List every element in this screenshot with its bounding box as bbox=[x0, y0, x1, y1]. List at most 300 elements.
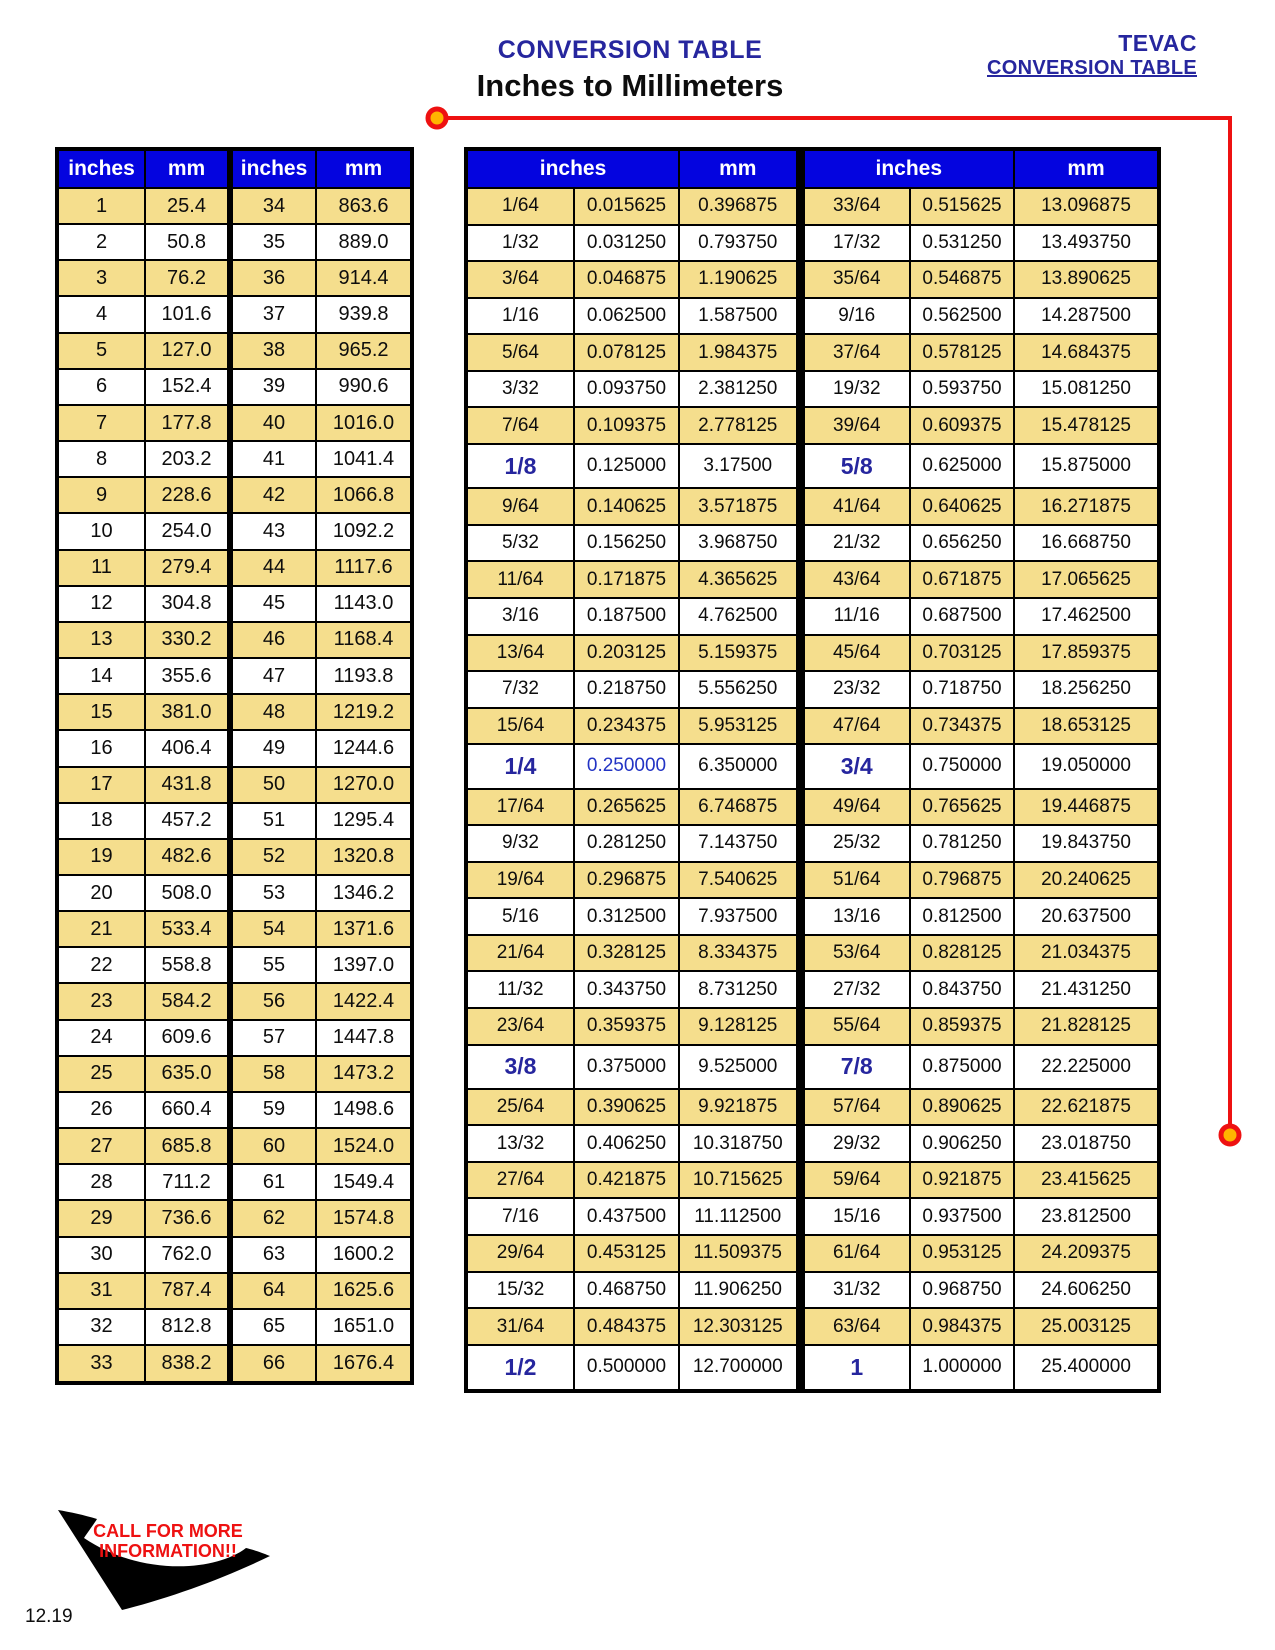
table-row bbox=[57, 441, 412, 477]
mm-value: 13.096875 bbox=[1014, 188, 1159, 225]
inches-value: 13 bbox=[57, 622, 145, 658]
inches-value: 26 bbox=[57, 1092, 145, 1128]
mm-value: 1219.2 bbox=[316, 694, 412, 730]
fraction-value: 1 bbox=[800, 1345, 910, 1391]
mm-value: 101.6 bbox=[145, 296, 230, 332]
fraction-value: 9/64 bbox=[466, 488, 574, 525]
mm-value: 736.6 bbox=[145, 1200, 230, 1236]
fraction-value: 51/64 bbox=[800, 862, 910, 899]
fraction-inches-table bbox=[464, 147, 1161, 1393]
fraction-value: 3/8 bbox=[466, 1045, 574, 1089]
mm-value: 304.8 bbox=[145, 586, 230, 622]
fraction-value: 11/32 bbox=[466, 971, 574, 1008]
mm-value: 1473.2 bbox=[316, 1056, 412, 1092]
mm-value: 152.4 bbox=[145, 369, 230, 405]
table-row bbox=[57, 730, 412, 766]
table-row bbox=[57, 188, 412, 224]
inches-value: 3 bbox=[57, 260, 145, 296]
inches-value: 29 bbox=[57, 1200, 145, 1236]
mm-value: 1676.4 bbox=[316, 1345, 412, 1383]
decimal-inches-value: 0.015625 bbox=[574, 188, 679, 225]
mm-value: 1295.4 bbox=[316, 803, 412, 839]
decimal-inches-value: 0.453125 bbox=[574, 1235, 679, 1272]
inches-value: 57 bbox=[230, 1020, 316, 1056]
mm-value: 76.2 bbox=[145, 260, 230, 296]
inches-value: 25 bbox=[57, 1056, 145, 1092]
mm-value: 1193.8 bbox=[316, 658, 412, 694]
fraction-value: 9/16 bbox=[800, 298, 910, 335]
inches-value: 31 bbox=[57, 1273, 145, 1309]
decimal-inches-value: 0.390625 bbox=[574, 1089, 679, 1126]
table-row bbox=[57, 911, 412, 947]
mm-value: 1346.2 bbox=[316, 875, 412, 911]
table-row bbox=[466, 334, 1159, 371]
decimal-inches-value: 0.796875 bbox=[910, 862, 1014, 899]
fraction-value: 1/2 bbox=[466, 1345, 574, 1391]
decimal-inches-value: 0.640625 bbox=[910, 488, 1014, 525]
inches-value: 18 bbox=[57, 803, 145, 839]
table-row bbox=[466, 561, 1159, 598]
mm-value: 939.8 bbox=[316, 296, 412, 332]
mm-value: 254.0 bbox=[145, 513, 230, 549]
brand-name: TEVAC bbox=[1118, 30, 1197, 56]
inches-value: 28 bbox=[57, 1164, 145, 1200]
inches-value: 63 bbox=[230, 1237, 316, 1273]
fraction-value: 15/64 bbox=[466, 708, 574, 745]
mm-value: 22.621875 bbox=[1014, 1089, 1159, 1126]
decimal-inches-value: 0.156250 bbox=[574, 525, 679, 562]
mm-value: 1498.6 bbox=[316, 1092, 412, 1128]
fraction-value: 29/64 bbox=[466, 1235, 574, 1272]
mm-value: 990.6 bbox=[316, 369, 412, 405]
fraction-value: 15/32 bbox=[466, 1272, 574, 1309]
table-row bbox=[466, 862, 1159, 899]
mm-value: 15.081250 bbox=[1014, 371, 1159, 408]
fraction-value: 33/64 bbox=[800, 188, 910, 225]
fraction-value: 27/32 bbox=[800, 971, 910, 1008]
table-row bbox=[466, 407, 1159, 444]
inches-value: 62 bbox=[230, 1200, 316, 1236]
decimal-inches-value: 0.578125 bbox=[910, 334, 1014, 371]
table-row bbox=[57, 1345, 412, 1383]
mm-value: 11.509375 bbox=[679, 1235, 800, 1272]
table-row bbox=[466, 1008, 1159, 1045]
fraction-table-header bbox=[466, 149, 1159, 188]
whole-table-header bbox=[57, 149, 412, 188]
table-row bbox=[57, 803, 412, 839]
inches-value: 61 bbox=[230, 1164, 316, 1200]
fraction-value: 25/64 bbox=[466, 1089, 574, 1126]
mm-value: 838.2 bbox=[145, 1345, 230, 1383]
column-header-mm: mm bbox=[679, 149, 800, 188]
page-subtitle: Inches to Millimeters bbox=[476, 68, 784, 103]
decimal-inches-value: 0.140625 bbox=[574, 488, 679, 525]
mm-value: 18.256250 bbox=[1014, 671, 1159, 708]
table-row bbox=[466, 898, 1159, 935]
inches-value: 33 bbox=[57, 1345, 145, 1383]
mm-value: 711.2 bbox=[145, 1164, 230, 1200]
table-row bbox=[466, 1045, 1159, 1089]
table-row bbox=[466, 1125, 1159, 1162]
mm-value: 660.4 bbox=[145, 1092, 230, 1128]
mm-value: 14.684375 bbox=[1014, 334, 1159, 371]
mm-value: 381.0 bbox=[145, 694, 230, 730]
column-header-mm: mm bbox=[316, 149, 412, 188]
fraction-value: 3/32 bbox=[466, 371, 574, 408]
mm-value: 558.8 bbox=[145, 947, 230, 983]
mm-value: 22.225000 bbox=[1014, 1045, 1159, 1089]
mm-value: 1600.2 bbox=[316, 1237, 412, 1273]
decimal-inches-value: 0.062500 bbox=[574, 298, 679, 335]
decimal-inches-value: 0.562500 bbox=[910, 298, 1014, 335]
table-row bbox=[57, 477, 412, 513]
mm-value: 1168.4 bbox=[316, 622, 412, 658]
decimal-inches-value: 1.000000 bbox=[910, 1345, 1014, 1391]
column-header-inches: inches bbox=[230, 149, 316, 188]
table-row bbox=[466, 1198, 1159, 1235]
decimal-inches-value: 0.906250 bbox=[910, 1125, 1014, 1162]
decimal-inches-value: 0.125000 bbox=[574, 444, 679, 488]
mm-value: 1320.8 bbox=[316, 839, 412, 875]
fraction-value: 7/8 bbox=[800, 1045, 910, 1089]
table-row bbox=[57, 513, 412, 549]
decimal-inches-value: 0.703125 bbox=[910, 635, 1014, 672]
mm-value: 482.6 bbox=[145, 839, 230, 875]
decimal-inches-value: 0.078125 bbox=[574, 334, 679, 371]
mm-value: 1.984375 bbox=[679, 334, 800, 371]
fraction-value: 3/64 bbox=[466, 261, 574, 298]
mm-value: 12.303125 bbox=[679, 1308, 800, 1345]
mm-value: 9.128125 bbox=[679, 1008, 800, 1045]
inches-value: 47 bbox=[230, 658, 316, 694]
mm-value: 1651.0 bbox=[316, 1309, 412, 1345]
mm-value: 18.653125 bbox=[1014, 708, 1159, 745]
call-note bbox=[88, 1521, 248, 1562]
mm-value: 5.159375 bbox=[679, 635, 800, 672]
decimal-inches-value: 0.937500 bbox=[910, 1198, 1014, 1235]
inches-value: 52 bbox=[230, 839, 316, 875]
column-header-mm: mm bbox=[145, 149, 230, 188]
connector-start-dot-icon bbox=[428, 109, 446, 127]
fraction-value: 49/64 bbox=[800, 789, 910, 826]
mm-value: 355.6 bbox=[145, 658, 230, 694]
fraction-value: 29/32 bbox=[800, 1125, 910, 1162]
inches-value: 42 bbox=[230, 477, 316, 513]
mm-value: 533.4 bbox=[145, 911, 230, 947]
fraction-value: 13/32 bbox=[466, 1125, 574, 1162]
table-row bbox=[57, 1128, 412, 1164]
decimal-inches-value: 0.093750 bbox=[574, 371, 679, 408]
fraction-value: 21/32 bbox=[800, 525, 910, 562]
fraction-value: 31/64 bbox=[466, 1308, 574, 1345]
table-row bbox=[466, 1345, 1159, 1391]
decimal-inches-value: 0.218750 bbox=[574, 671, 679, 708]
mm-value: 965.2 bbox=[316, 333, 412, 369]
mm-value: 7.937500 bbox=[679, 898, 800, 935]
table-row bbox=[466, 1235, 1159, 1272]
inches-value: 9 bbox=[57, 477, 145, 513]
decimal-inches-value: 0.250000 bbox=[574, 744, 679, 788]
mm-value: 17.462500 bbox=[1014, 598, 1159, 635]
mm-value: 16.271875 bbox=[1014, 488, 1159, 525]
table-row bbox=[466, 371, 1159, 408]
mm-value: 5.556250 bbox=[679, 671, 800, 708]
decimal-inches-value: 0.765625 bbox=[910, 789, 1014, 826]
mm-value: 13.493750 bbox=[1014, 225, 1159, 262]
mm-value: 24.209375 bbox=[1014, 1235, 1159, 1272]
swoosh-arrow-icon bbox=[40, 1495, 300, 1630]
table-row bbox=[466, 225, 1159, 262]
table-row bbox=[57, 405, 412, 441]
fraction-value: 57/64 bbox=[800, 1089, 910, 1126]
inches-value: 54 bbox=[230, 911, 316, 947]
mm-value: 609.6 bbox=[145, 1020, 230, 1056]
table-row bbox=[57, 983, 412, 1019]
mm-value: 1066.8 bbox=[316, 477, 412, 513]
mm-value: 279.4 bbox=[145, 550, 230, 586]
inches-value: 16 bbox=[57, 730, 145, 766]
mm-value: 7.143750 bbox=[679, 825, 800, 862]
mm-value: 11.906250 bbox=[679, 1272, 800, 1309]
fraction-value: 13/64 bbox=[466, 635, 574, 672]
fraction-value: 11/16 bbox=[800, 598, 910, 635]
inches-value: 10 bbox=[57, 513, 145, 549]
decimal-inches-value: 0.968750 bbox=[910, 1272, 1014, 1309]
fraction-value: 23/32 bbox=[800, 671, 910, 708]
inches-value: 24 bbox=[57, 1020, 145, 1056]
mm-value: 50.8 bbox=[145, 224, 230, 260]
fraction-value: 37/64 bbox=[800, 334, 910, 371]
decimal-inches-value: 0.593750 bbox=[910, 371, 1014, 408]
inches-value: 46 bbox=[230, 622, 316, 658]
table-row bbox=[466, 261, 1159, 298]
fraction-value: 53/64 bbox=[800, 935, 910, 972]
decimal-inches-value: 0.609375 bbox=[910, 407, 1014, 444]
table-row bbox=[466, 935, 1159, 972]
table-row bbox=[57, 224, 412, 260]
mm-value: 1397.0 bbox=[316, 947, 412, 983]
table-row bbox=[466, 1162, 1159, 1199]
fraction-value: 7/16 bbox=[466, 1198, 574, 1235]
fraction-value: 13/16 bbox=[800, 898, 910, 935]
decimal-inches-value: 0.109375 bbox=[574, 407, 679, 444]
inches-value: 51 bbox=[230, 803, 316, 839]
decimal-inches-value: 0.718750 bbox=[910, 671, 1014, 708]
mm-value: 1.190625 bbox=[679, 261, 800, 298]
mm-value: 1574.8 bbox=[316, 1200, 412, 1236]
inches-value: 4 bbox=[57, 296, 145, 332]
call-note-line1: CALL FOR MORE bbox=[93, 1521, 243, 1541]
decimal-inches-value: 0.343750 bbox=[574, 971, 679, 1008]
fraction-value: 21/64 bbox=[466, 935, 574, 972]
mm-value: 1117.6 bbox=[316, 550, 412, 586]
inches-value: 12 bbox=[57, 586, 145, 622]
table-row bbox=[57, 694, 412, 730]
mm-value: 6.350000 bbox=[679, 744, 800, 788]
inches-value: 64 bbox=[230, 1273, 316, 1309]
mm-value: 863.6 bbox=[316, 188, 412, 224]
inches-value: 60 bbox=[230, 1128, 316, 1164]
table-row bbox=[57, 839, 412, 875]
mm-value: 23.812500 bbox=[1014, 1198, 1159, 1235]
decimal-inches-value: 0.625000 bbox=[910, 444, 1014, 488]
mm-value: 457.2 bbox=[145, 803, 230, 839]
mm-value: 1244.6 bbox=[316, 730, 412, 766]
fraction-value: 17/64 bbox=[466, 789, 574, 826]
mm-value: 10.715625 bbox=[679, 1162, 800, 1199]
mm-value: 0.793750 bbox=[679, 225, 800, 262]
fraction-value: 27/64 bbox=[466, 1162, 574, 1199]
decimal-inches-value: 0.750000 bbox=[910, 744, 1014, 788]
inches-value: 66 bbox=[230, 1345, 316, 1383]
fraction-value: 41/64 bbox=[800, 488, 910, 525]
mm-value: 1447.8 bbox=[316, 1020, 412, 1056]
table-row bbox=[57, 1092, 412, 1128]
mm-value: 1.587500 bbox=[679, 298, 800, 335]
mm-value: 228.6 bbox=[145, 477, 230, 513]
decimal-inches-value: 0.203125 bbox=[574, 635, 679, 672]
decimal-inches-value: 0.437500 bbox=[574, 1198, 679, 1235]
decimal-inches-value: 0.421875 bbox=[574, 1162, 679, 1199]
decimal-inches-value: 0.187500 bbox=[574, 598, 679, 635]
decimal-inches-value: 0.171875 bbox=[574, 561, 679, 598]
inches-value: 6 bbox=[57, 369, 145, 405]
inches-value: 59 bbox=[230, 1092, 316, 1128]
inches-value: 44 bbox=[230, 550, 316, 586]
mm-value: 1041.4 bbox=[316, 441, 412, 477]
inches-value: 45 bbox=[230, 586, 316, 622]
mm-value: 685.8 bbox=[145, 1128, 230, 1164]
fraction-value: 1/64 bbox=[466, 188, 574, 225]
decimal-inches-value: 0.031250 bbox=[574, 225, 679, 262]
fraction-value: 1/8 bbox=[466, 444, 574, 488]
mm-value: 19.050000 bbox=[1014, 744, 1159, 788]
inches-value: 48 bbox=[230, 694, 316, 730]
brand-subtitle: CONVERSION TABLE bbox=[987, 57, 1197, 79]
mm-value: 330.2 bbox=[145, 622, 230, 658]
mm-value: 1092.2 bbox=[316, 513, 412, 549]
mm-value: 1016.0 bbox=[316, 405, 412, 441]
mm-value: 20.240625 bbox=[1014, 862, 1159, 899]
table-row bbox=[466, 525, 1159, 562]
decimal-inches-value: 0.046875 bbox=[574, 261, 679, 298]
mm-value: 3.968750 bbox=[679, 525, 800, 562]
decimal-inches-value: 0.656250 bbox=[910, 525, 1014, 562]
mm-value: 6.746875 bbox=[679, 789, 800, 826]
connector-end-dot-icon bbox=[1221, 1126, 1239, 1144]
inches-value: 19 bbox=[57, 839, 145, 875]
mm-value: 11.112500 bbox=[679, 1198, 800, 1235]
table-row bbox=[466, 1089, 1159, 1126]
decimal-inches-value: 0.828125 bbox=[910, 935, 1014, 972]
page-number: 12.19 bbox=[25, 1606, 73, 1627]
inches-value: 40 bbox=[230, 405, 316, 441]
mm-value: 0.396875 bbox=[679, 188, 800, 225]
mm-value: 431.8 bbox=[145, 767, 230, 803]
decimal-inches-value: 0.546875 bbox=[910, 261, 1014, 298]
table-row bbox=[466, 744, 1159, 788]
table-row bbox=[57, 1309, 412, 1345]
decimal-inches-value: 0.890625 bbox=[910, 1089, 1014, 1126]
decimal-inches-value: 0.234375 bbox=[574, 708, 679, 745]
table-row bbox=[57, 296, 412, 332]
decimal-inches-value: 0.296875 bbox=[574, 862, 679, 899]
decimal-inches-value: 0.500000 bbox=[574, 1345, 679, 1391]
decimal-inches-value: 0.875000 bbox=[910, 1045, 1014, 1089]
table-row bbox=[466, 598, 1159, 635]
inches-value: 32 bbox=[57, 1309, 145, 1345]
fraction-value: 7/32 bbox=[466, 671, 574, 708]
table-row bbox=[466, 298, 1159, 335]
mm-value: 4.762500 bbox=[679, 598, 800, 635]
fraction-value: 59/64 bbox=[800, 1162, 910, 1199]
mm-value: 2.778125 bbox=[679, 407, 800, 444]
fraction-value: 45/64 bbox=[800, 635, 910, 672]
mm-value: 1625.6 bbox=[316, 1273, 412, 1309]
fraction-value: 43/64 bbox=[800, 561, 910, 598]
table-row bbox=[466, 488, 1159, 525]
fraction-value: 9/32 bbox=[466, 825, 574, 862]
column-header-inches: inches bbox=[466, 149, 679, 188]
inches-value: 35 bbox=[230, 224, 316, 260]
mm-value: 127.0 bbox=[145, 333, 230, 369]
decimal-inches-value: 0.375000 bbox=[574, 1045, 679, 1089]
table-row bbox=[57, 333, 412, 369]
table-row bbox=[466, 971, 1159, 1008]
inches-value: 55 bbox=[230, 947, 316, 983]
mm-value: 20.637500 bbox=[1014, 898, 1159, 935]
inches-value: 27 bbox=[57, 1128, 145, 1164]
mm-value: 762.0 bbox=[145, 1237, 230, 1273]
fraction-value: 39/64 bbox=[800, 407, 910, 444]
call-note-line2: INFORMATION!! bbox=[99, 1541, 237, 1562]
mm-value: 21.034375 bbox=[1014, 935, 1159, 972]
table-row bbox=[57, 875, 412, 911]
table-row bbox=[57, 658, 412, 694]
mm-value: 2.381250 bbox=[679, 371, 800, 408]
mm-value: 12.700000 bbox=[679, 1345, 800, 1391]
inches-value: 23 bbox=[57, 983, 145, 1019]
mm-value: 19.446875 bbox=[1014, 789, 1159, 826]
mm-value: 584.2 bbox=[145, 983, 230, 1019]
mm-value: 23.018750 bbox=[1014, 1125, 1159, 1162]
inches-value: 7 bbox=[57, 405, 145, 441]
table-row bbox=[57, 622, 412, 658]
mm-value: 9.921875 bbox=[679, 1089, 800, 1126]
fraction-value: 1/4 bbox=[466, 744, 574, 788]
mm-value: 24.606250 bbox=[1014, 1272, 1159, 1309]
table-row bbox=[57, 947, 412, 983]
mm-value: 406.4 bbox=[145, 730, 230, 766]
brand-block bbox=[987, 30, 1197, 80]
mm-value: 23.415625 bbox=[1014, 1162, 1159, 1199]
mm-value: 1143.0 bbox=[316, 586, 412, 622]
mm-value: 4.365625 bbox=[679, 561, 800, 598]
fraction-value: 17/32 bbox=[800, 225, 910, 262]
inches-value: 41 bbox=[230, 441, 316, 477]
fraction-value: 23/64 bbox=[466, 1008, 574, 1045]
mm-value: 15.478125 bbox=[1014, 407, 1159, 444]
inches-value: 39 bbox=[230, 369, 316, 405]
mm-value: 13.890625 bbox=[1014, 261, 1159, 298]
fraction-value: 15/16 bbox=[800, 1198, 910, 1235]
mm-value: 1371.6 bbox=[316, 911, 412, 947]
inches-value: 8 bbox=[57, 441, 145, 477]
mm-value: 635.0 bbox=[145, 1056, 230, 1092]
decimal-inches-value: 0.812500 bbox=[910, 898, 1014, 935]
fraction-value: 5/8 bbox=[800, 444, 910, 488]
inches-value: 65 bbox=[230, 1309, 316, 1345]
